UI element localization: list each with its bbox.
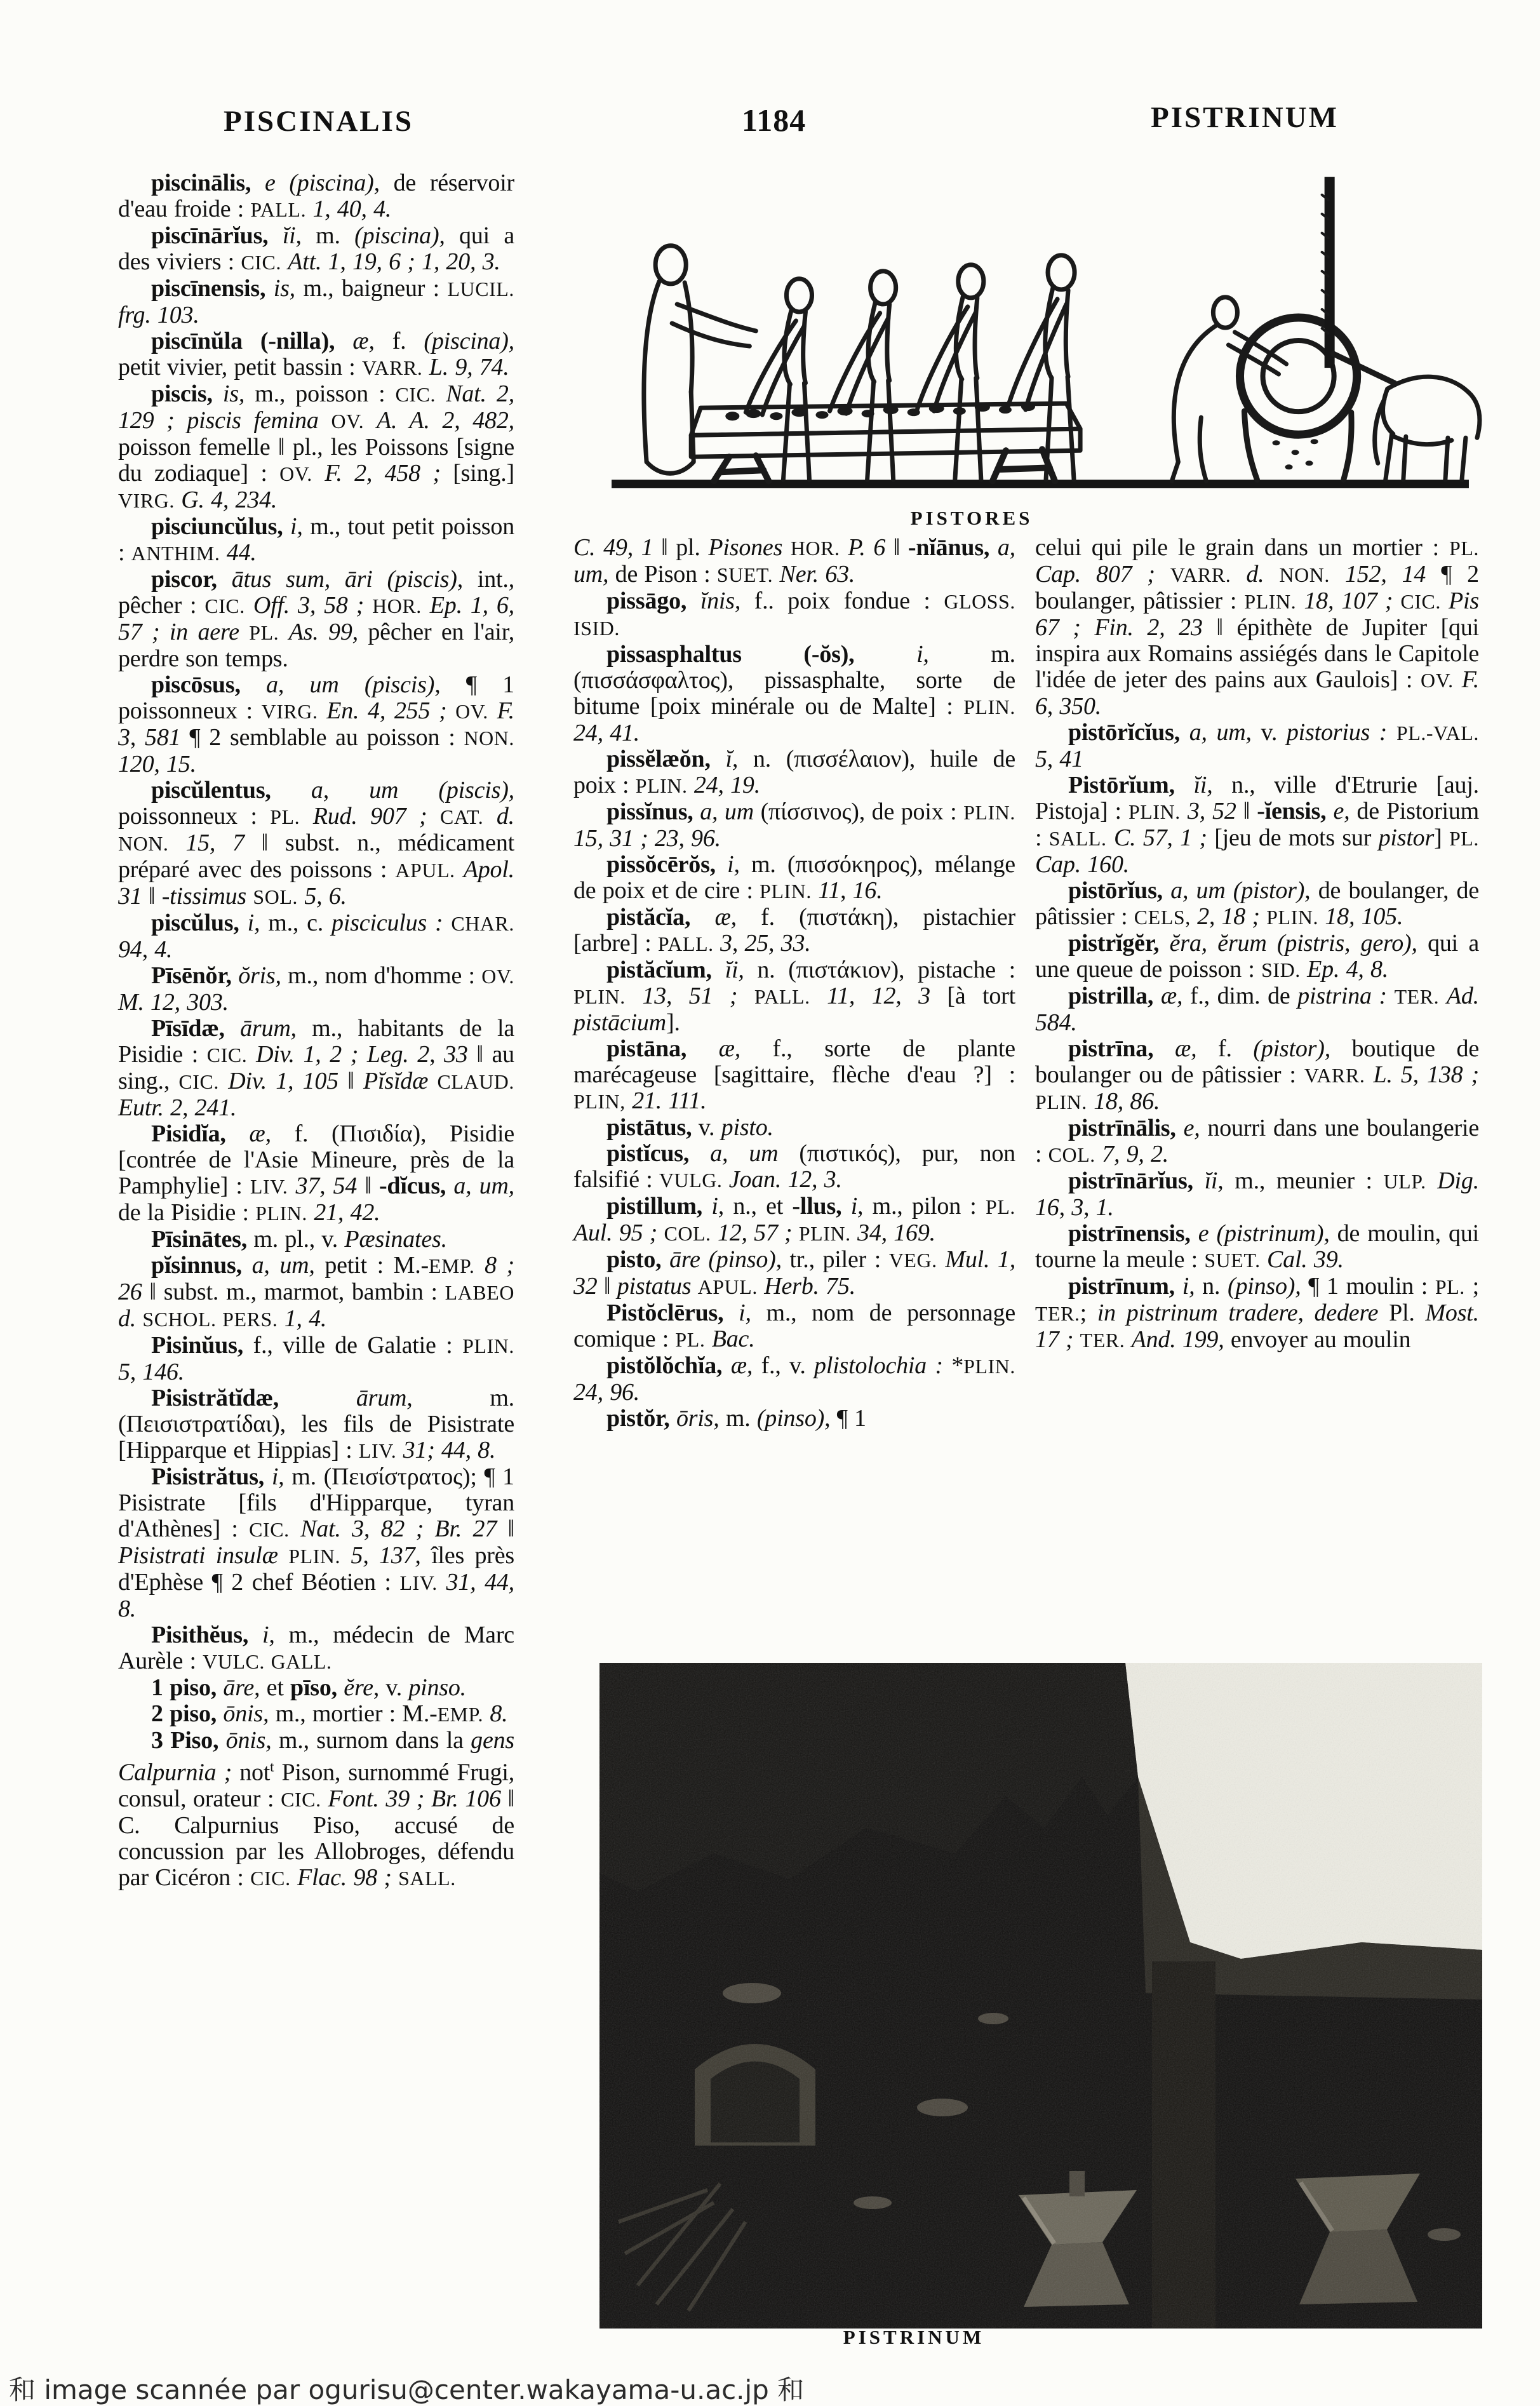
- dictionary-entry: Pisinŭus, f., ville de Galatie : PLIN. 5, 146.: [118, 1332, 514, 1385]
- dictionary-entry: C. 49, 1 ‖ pl. Pisones HOR. P. 6 ‖ -nĭānus, a, um, de Pison : SUET. Ner. 63.: [573, 534, 1015, 588]
- dictionary-entry: Pisistrătus, i, m. (Πεισίστρατος); ¶ 1 Pisistrate [fils d'Hipparque, tyran d'Athènes] : CIC. Nat. 3, 82 ; Br. 27 ‖ Pisistrati insulæ PLIN. 5, 137, îles près d'Ephèse ¶ 2 chef Béotien : LIV. 31, 44, 8.: [118, 1463, 514, 1622]
- dictionary-entry: piscīnārĭus, ĭi, m. (piscina), qui a des viviers : CIC. Att. 1, 19, 6 ; 1, 20, 3.: [118, 222, 514, 275]
- dictionary-entry: pistăcĭa, æ, f. (πιστάκη), pistachier [arbre] : PALL. 3, 25, 33.: [573, 904, 1015, 957]
- dictionary-entry: Pistōrĭum, ĭi, n., ville d'Etrurie [auj. Pistoja] : PLIN. 3, 52 ‖ -ĭensis, e, de Pistorium : SALL. C. 57, 1 ; [jeu de mots sur pistor] PL. Cap. 160.: [1035, 772, 1479, 878]
- dictionary-entry: Pīsīdæ, ārum, m., habitants de la Pisidie : CIC. Div. 1, 2 ; Leg. 2, 33 ‖ au sing., CIC. Div. 1, 105 ‖ Pĭsĭdæ CLAUD. Eutr. 2, 241.: [118, 1015, 514, 1121]
- dictionary-entry: pistrīnensis, e (pistrinum), de moulin, qui tourne la meule : SUET. Cal. 39.: [1035, 1220, 1479, 1273]
- dictionary-entry: pistŏr, ōris, m. (pinso), ¶ 1: [606, 1405, 866, 1432]
- running-head-right: PISTRINUM: [1151, 101, 1339, 134]
- dictionary-entry: piscŭlentus, a, um (piscis), poissonneux : PL. Rud. 907 ; CAT. d. NON. 15, 7 ‖ subst. n., médicament préparé avec des poissons : APUL. Apol. 31 ‖ -tissimus SOL. 5, 6.: [118, 777, 514, 910]
- dictionary-entry: 1 piso, āre, et pīso, ĕre, v. pinso.: [151, 1674, 466, 1701]
- dictionary-entry: pistrīna, æ, f. (pistor), boutique de boulanger ou de pâtissier : VARR. L. 5, 138 ; PLIN. 18, 86.: [1035, 1035, 1479, 1115]
- dictionary-column-3: [1035, 535, 1479, 1354]
- dictionary-column-2: [573, 535, 1015, 1432]
- dictionary-entry: pissasphaltus (-ŏs), i, m. (πισσάσφαλτος), pissasphalte, sorte de bitume [poix minérale ou de Malte] : PLIN. 24, 41.: [573, 641, 1015, 746]
- dictionary-entry: pistōrĭcĭus, a, um, v. pistorius : PL.-VAL. 5, 41: [1035, 719, 1479, 772]
- dictionary-entry: pistrĭgĕr, ĕra, ĕrum (pistris, gero), qui a une queue de poisson : SID. Ep. 4, 8.: [1035, 930, 1479, 983]
- dictionary-entry: piscis, is, m., poisson : CIC. Nat. 2, 129 ; piscis femina OV. A. A. 2, 482, poisson femelle ‖ pl., les Poissons [signe du zodiaque] : OV. F. 2, 458 ; [sing.] VIRG. G. 4, 234.: [118, 380, 514, 513]
- dictionary-entry: pissŏcērŏs, i, m. (πισσόκηρος), mélange de poix et de cire : PLIN. 11, 16.: [573, 851, 1015, 904]
- dictionary-entry: piscīnŭla (-nilla), æ, f. (piscina), petit vivier, petit bassin : VARR. L. 9, 74.: [118, 328, 514, 380]
- dictionary-entry: piscinālis, e (piscina), de réservoir d'eau froide : PALL. 1, 40, 4.: [118, 170, 515, 222]
- dictionary-entry: pistrīnārĭus, ĭi, m., meunier : ULP. Dig. 16, 3, 1.: [1035, 1167, 1479, 1221]
- dictionary-entry: pistillum, i, n., et -llus, i, m., pilon : PL. Aul. 95 ; COL. 12, 57 ; PLIN. 34, 169.: [573, 1193, 1015, 1246]
- dictionary-entry: piscor, ātus sum, āri (piscis), int., pêcher : CIC. Off. 3, 58 ; HOR. Ep. 1, 6, 57 ; in aere PL. As. 99, pêcher en l'air, perdre son temps.: [118, 566, 514, 672]
- running-head-left: PISCINALIS: [224, 105, 414, 138]
- page-number: 1184: [742, 102, 807, 138]
- dictionary-entry: pistrīnālis, e, nourri dans une boulangerie : COL. 7, 9, 2.: [1035, 1115, 1479, 1167]
- dictionary-entry: pissāgo, ĭnis, f.. poix fondue : GLOSS. ISID.: [573, 588, 1015, 640]
- dictionary-entry: pistātus, v. pisto.: [606, 1114, 773, 1141]
- dictionary-entry: Pisidĭa, æ, f. (Πισιδία), Pisidie [contrée de l'Asie Mineure, près de la Pamphylie] : LIV. 37, 54 ‖ -dĭcus, a, um, de la Pisidie : PLIN. 21, 42.: [118, 1120, 514, 1226]
- dictionary-entry: pistŏlŏchĭa, æ, f., v. plistolochia : *PLIN. 24, 96.: [573, 1352, 1016, 1406]
- dictionary-entry: piscīnensis, is, m., baigneur : LUCIL. frg. 103.: [118, 275, 514, 328]
- dictionary-entry: Pīsinātes, m. pl., v. Pæsinates.: [151, 1226, 447, 1253]
- dictionary-entry: Pistŏclērus, i, m., nom de personnage comique : PL. Bac.: [573, 1300, 1015, 1352]
- dictionary-entry: piscŭlus, i, m., c. pisciculus : CHAR. 94, 4.: [118, 910, 514, 963]
- dictionary-entry: Pisistrătĭdæ, ārum, m. (Πεισιστρατίδαι), les fils de Pisistrate [Hipparque et Hippias] : LIV. 31; 44, 8.: [118, 1385, 514, 1463]
- dictionary-entry: Pisithĕus, i, m., médecin de Marc Aurèle : VULC. GALL.: [118, 1622, 514, 1674]
- dictionary-entry: pistrīnum, i, n. (pinso), ¶ 1 moulin : PL. ; TER.; in pistrinum tradere, dedere Pl. Most. 17 ; TER. And. 199, envoyer au moulin: [1035, 1273, 1479, 1353]
- dictionary-entry: pisciuncŭlus, i, m., tout petit poisson : ANTHIM. 44.: [118, 513, 514, 566]
- figure-caption-pistores: PISTORES: [910, 507, 1033, 529]
- dictionary-entry: pĭsinnus, a, um, petit : M.-EMP. 8 ; 26 ‖ subst. m., marmot, bambin : LABEO d. SCHOL. PERS. 1, 4.: [118, 1252, 514, 1332]
- dictionary-entry: pissĕlæŏn, ĭ, n. (πισσέλαιον), huile de poix : PLIN. 24, 19.: [573, 746, 1015, 798]
- dictionary-entry: celui qui pile le grain dans un mortier : PL. Cap. 807 ; VARR. d. NON. 152, 14 ¶ 2 boulanger, pâtissier : PLIN. 18, 107 ; CIC. Pis 67 ; Fin. 2, 23 ‖ épithète de Jupiter [qui inspira aux Romains assiégés dans le Capitole l'idée de jeter des pains aux Gaulois] : OV. F. 6, 350.: [1035, 534, 1479, 720]
- dictionary-entry: pistăcĭum, ĭi, n. (πιστάκιον), pistache : PLIN. 13, 51 ; PALL. 11, 12, 3 [à tort pistācium].: [573, 957, 1015, 1036]
- dictionary-entry: pisto, āre (pinso), tr., piler : VEG. Mul. 1, 32 ‖ pistatus APUL. Herb. 75.: [573, 1246, 1016, 1300]
- pistrinum-photo: [599, 1663, 1482, 2329]
- dictionary-entry: 2 piso, ōnis, m., mortier : M.-EMP. 8.: [151, 1700, 508, 1727]
- dictionary-entry: pistāna, æ, f., sorte de plante marécageuse [sagittaire, flèche d'eau ?] : PLIN, 21. 111.: [573, 1035, 1015, 1114]
- pistores-engraving: [596, 163, 1486, 507]
- dictionary-entry: pissĭnus, a, um (πίσσινος), de poix : PLIN. 15, 31 ; 23, 96.: [573, 798, 1015, 852]
- dictionary-entry: pistrilla, æ, f., dim. de pistrina : TER. Ad. 584.: [1035, 983, 1479, 1036]
- dictionary-entry: Pīsēnŏr, ŏris, m., nom d'homme : OV. M. 12, 303.: [118, 962, 514, 1016]
- dictionary-entry: pistĭcus, a, um (πιστικός), pur, non falsifié : VULG. Joan. 12, 3.: [573, 1140, 1015, 1193]
- figure-caption-pistrinum: PISTRINUM: [843, 2326, 985, 2348]
- dictionary-column-1: [118, 170, 514, 1892]
- dictionary-entry: pistōrĭus, a, um (pistor), de boulanger, de pâtissier : CELS, 2, 18 ; PLIN. 18, 105.: [1035, 877, 1479, 930]
- scan-credit: 和 image scannée par ogurisu@center.wakayama-u.ac.jp 和: [9, 2374, 805, 2405]
- dictionary-entry: 3 Piso, ōnis, m., surnom dans la gens Calpurnia ; not$^t$ Pison, surnommé Frugi, consul, orateur : CIC. Font. 39 ; Br. 106 ‖ C. Calpurnius Piso, accusé de concussion par les Allobroges, défendu par Cicéron : CIC. Flac. 98 ; SALL.: [118, 1727, 514, 1891]
- dictionary-entry: piscōsus, a, um (piscis), ¶ 1 poissonneux : VIRG. En. 4, 255 ; OV. F. 3, 581 ¶ 2 semblable au poisson : NON. 120, 15.: [118, 671, 514, 777]
